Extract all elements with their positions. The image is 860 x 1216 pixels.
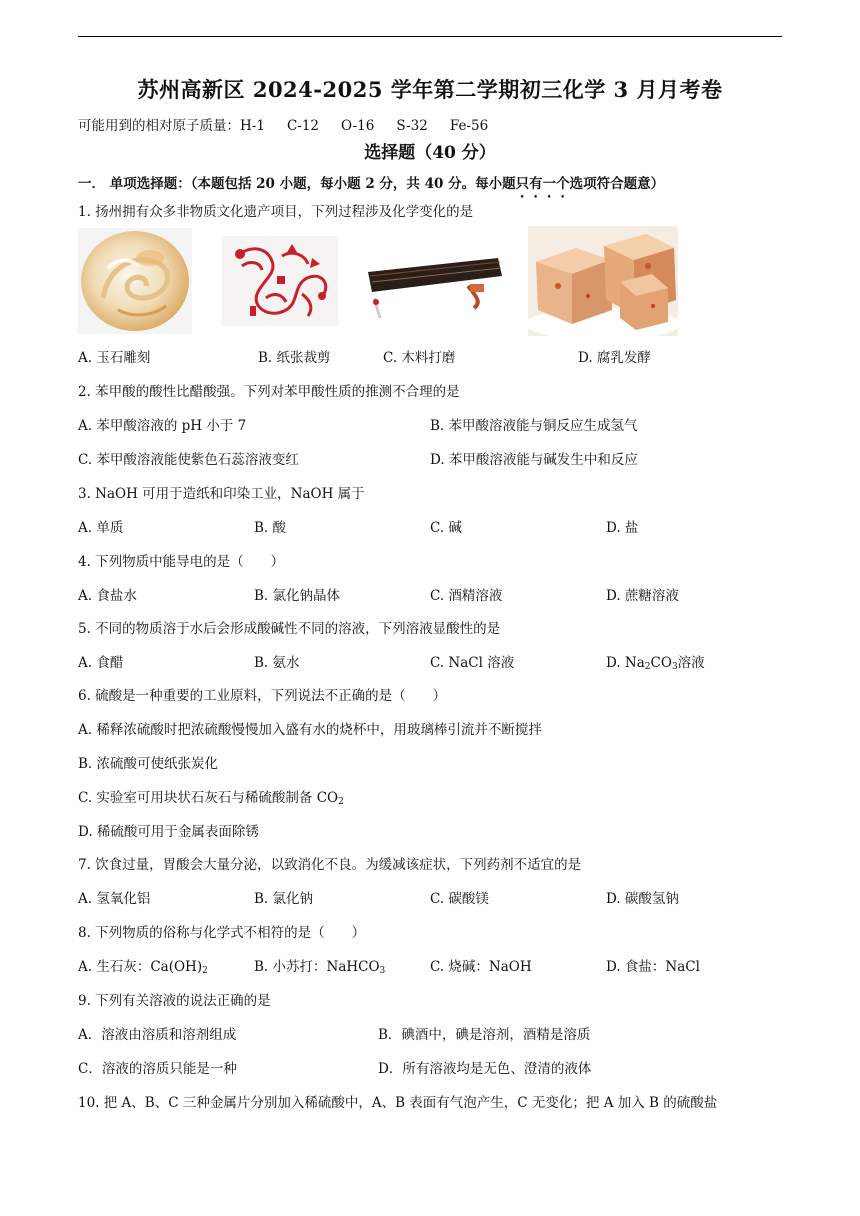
- q6-option-a[interactable]: A. 稀释浓硫酸时把浓硫酸慢慢加入盛有水的烧杯中，用玻璃棒引流并不断搅拌: [78, 722, 542, 738]
- q4-option-a[interactable]: A. 食盐水: [78, 588, 137, 604]
- question-9-stem: 9. 下列有关溶液的说法正确的是: [78, 993, 271, 1009]
- q5-option-d-suffix: 溶液: [677, 655, 705, 671]
- q8-option-b[interactable]: [254, 955, 385, 976]
- q8-option-b-text: B. 小苏打：NaHCO: [254, 959, 380, 975]
- q5-option-a[interactable]: A. 食醋: [78, 655, 124, 671]
- part-prefix: 一． 单项选择题：（本题包括 20 小题，每小题 2 分，共 40 分。每小题: [78, 176, 516, 192]
- q8-option-a[interactable]: [78, 955, 208, 976]
- question-10-stem: 10. 把 A、B、C 三种金属片分别加入稀硫酸中，A、B 表面有气泡产生，C 无变化；把 A 加入 B 的硫酸盐: [78, 1095, 718, 1111]
- mass-o: O-16: [341, 118, 375, 134]
- q7-option-c[interactable]: C. 碳酸镁: [430, 891, 489, 907]
- question-1-stem: 1. 扬州拥有众多非物质文化遗产项目，下列过程涉及化学变化的是: [78, 204, 474, 220]
- q6-option-c[interactable]: [78, 786, 344, 807]
- part-suffix: 选项符合题意）: [569, 176, 665, 192]
- q4-option-b[interactable]: B. 氯化钠晶体: [254, 588, 341, 604]
- q2-option-a[interactable]: A. 苯甲酸溶液的 pH 小于 7: [78, 418, 247, 434]
- fermented-tofu-image: [528, 226, 678, 336]
- q9-option-d[interactable]: D．所有溶液均是无色、澄清的液体: [378, 1061, 592, 1077]
- q3-option-c[interactable]: C. 碱: [430, 520, 462, 536]
- q4-option-d[interactable]: D. 蔗糖溶液: [606, 588, 679, 604]
- part-instructions: [78, 172, 664, 201]
- q5-option-d[interactable]: [606, 651, 705, 672]
- atomic-masses-line: [78, 114, 510, 134]
- q1-option-b[interactable]: B. 纸张裁剪: [258, 350, 331, 366]
- q8-option-a-text: A. 生石灰：Ca(OH): [78, 959, 203, 975]
- q4-option-c[interactable]: C. 酒精溶液: [430, 588, 503, 604]
- question-7-stem: 7. 饮食过量，胃酸会大量分泌，以致消化不良。为缓减该症状，下列药剂不适宜的是: [78, 857, 582, 873]
- guqin-image: [366, 250, 510, 326]
- question-6-stem: 6. 硫酸是一种重要的工业原料，下列说法不正确的是（ ）: [78, 688, 447, 704]
- question-5-stem: 5. 不同的物质溶于水后会形成酸碱性不同的溶液，下列溶液显酸性的是: [78, 621, 501, 637]
- part-emphasis: 只有一个: [515, 176, 570, 192]
- q9-option-b[interactable]: B．碘酒中，碘是溶剂，酒精是溶质: [378, 1027, 591, 1043]
- q8-option-b-sub: 3: [379, 966, 386, 976]
- q5-option-b[interactable]: B. 氨水: [254, 655, 300, 671]
- q1-option-c[interactable]: C. 木料打磨: [383, 350, 456, 366]
- mass-c: C-12: [286, 118, 320, 134]
- jade-carving-image: [78, 228, 192, 334]
- q2-option-d[interactable]: D. 苯甲酸溶液能与碱发生中和反应: [430, 452, 638, 468]
- q1-option-d[interactable]: D. 腐乳发酵: [578, 350, 651, 366]
- question-8-stem: 8. 下列物质的俗称与化学式不相符的是（ ）: [78, 925, 366, 941]
- question-4-stem: 4. 下列物质中能导电的是（ ）: [78, 554, 285, 570]
- question-2-stem: 2. 苯甲酸的酸性比醋酸强。下列对苯甲酸性质的推测不合理的是: [78, 384, 460, 400]
- q7-option-b[interactable]: B. 氯化钠: [254, 891, 314, 907]
- section-title: 选择题（40 分）: [364, 143, 496, 163]
- q5-option-c[interactable]: C. NaCl 溶液: [430, 655, 515, 671]
- q6-option-d[interactable]: D. 稀硫酸可用于金属表面除锈: [78, 824, 259, 840]
- question-3-stem: 3. NaOH 可用于造纸和印染工业，NaOH 属于: [78, 486, 365, 502]
- q5-option-d-prefix: D. Na: [606, 655, 645, 671]
- mass-fe: Fe-56: [449, 118, 489, 134]
- paper-cutting-dragon-image: [222, 236, 338, 326]
- q2-option-b[interactable]: B. 苯甲酸溶液能与铜反应生成氢气: [430, 418, 638, 434]
- mass-h: H-1: [240, 118, 265, 134]
- q2-option-c[interactable]: C. 苯甲酸溶液能使紫色石蕊溶液变红: [78, 452, 299, 468]
- q9-option-a[interactable]: A．溶液由溶质和溶剂组成: [78, 1027, 237, 1043]
- q3-option-b[interactable]: B. 酸: [254, 520, 287, 536]
- q7-option-a[interactable]: A. 氢氧化铝: [78, 891, 151, 907]
- q6-option-c-text: C. 实验室可用块状石灰石与稀硫酸制备 CO: [78, 790, 339, 806]
- q6-option-b[interactable]: B. 浓硫酸可使纸张炭化: [78, 756, 219, 772]
- q5-option-d-sub1: 2: [644, 662, 651, 672]
- q3-option-d[interactable]: D. 盐: [606, 520, 639, 536]
- q8-option-a-sub: 2: [202, 966, 208, 976]
- atomic-masses-label: 可能用到的相对原子质量：: [78, 118, 240, 134]
- q8-option-d[interactable]: D. 食盐：NaCl: [606, 959, 700, 975]
- q8-option-c[interactable]: C. 烧碱：NaOH: [430, 959, 532, 975]
- q5-option-d-mid: CO: [650, 655, 672, 671]
- q9-option-c[interactable]: C．溶液的溶质只能是一种: [78, 1061, 237, 1077]
- q1-option-a[interactable]: A. 玉石雕刻: [78, 350, 151, 366]
- q5-option-d-sub2: 3: [671, 662, 678, 672]
- q3-option-a[interactable]: A. 单质: [78, 520, 124, 536]
- q6-option-c-sub: 2: [338, 797, 344, 807]
- header-rule: [78, 36, 782, 37]
- q7-option-d[interactable]: D. 碳酸氢钠: [606, 891, 679, 907]
- mass-s: S-32: [396, 118, 428, 134]
- exam-title: 苏州高新区 2024-2025 学年第二学期初三化学 3 月月考卷: [137, 77, 723, 102]
